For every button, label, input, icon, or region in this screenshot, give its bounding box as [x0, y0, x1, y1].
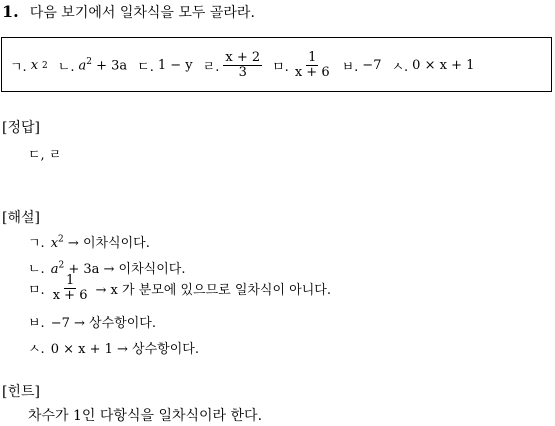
- question-text: 다음 보기에서 일차식을 모두 골라라.: [29, 5, 255, 21]
- explanation-text: 0 × x + 1 → 상수항이다.: [50, 342, 199, 357]
- choice-label: ㅅ.: [391, 60, 409, 75]
- choice-c: [137, 56, 192, 75]
- explanation-label: ㄴ.: [28, 262, 45, 277]
- choice-expr: a: [78, 58, 87, 74]
- explanation-exponent: 2: [58, 234, 64, 245]
- fraction-numerator: x + 2: [225, 49, 261, 65]
- fraction-denominator: x + 6: [294, 65, 330, 80]
- explanation-text: + 3a → 이차식이다.: [64, 262, 186, 277]
- choice-e: [272, 51, 331, 81]
- explanation-label: ㅅ.: [28, 342, 45, 357]
- choice-label: ㄱ.: [10, 60, 27, 75]
- answer-heading: [정답]: [2, 120, 40, 136]
- question: [2, 2, 255, 22]
- choice-label: ㅁ.: [272, 60, 289, 75]
- choice-label: ㄹ.: [202, 60, 220, 75]
- fraction: [293, 51, 332, 81]
- choice-expr: x: [30, 58, 39, 73]
- choice-a: [10, 56, 48, 75]
- choice-expr: 1 − y: [157, 58, 193, 73]
- explanation-text: → x 가 분모에 있으므로 일차식이 아니다.: [95, 283, 331, 299]
- fraction: [51, 274, 90, 304]
- explanation-label: ㅂ.: [28, 316, 45, 331]
- explanation-line-g: [28, 338, 199, 357]
- explanation-text: → 이차식이다.: [63, 236, 150, 251]
- explanation-line-e: [28, 274, 331, 304]
- choice-exponent: 2: [86, 57, 92, 68]
- choice-label: ㅂ.: [341, 60, 359, 75]
- choices-box: [1, 37, 552, 92]
- question-number: 1.: [2, 2, 19, 21]
- choice-label: ㄴ.: [57, 60, 75, 75]
- hint-heading: [힌트]: [2, 384, 40, 400]
- explanation-line-a: [28, 232, 150, 251]
- choice-rest: + 3a: [91, 58, 128, 74]
- fraction-denominator: 3: [238, 65, 247, 80]
- explanation-text: −7 → 상수항이다.: [50, 316, 156, 331]
- choice-d: [203, 51, 262, 81]
- fraction-numerator: 1: [308, 49, 317, 65]
- fraction-denominator: x + 6: [52, 288, 88, 304]
- fraction: [223, 51, 262, 81]
- choice-expr: −7: [362, 58, 382, 73]
- choice-expr: 0 × x + 1: [412, 58, 475, 73]
- choice-exponent: 2: [42, 60, 48, 71]
- fraction-numerator: 1: [65, 273, 75, 288]
- explanation-label: ㄱ.: [28, 236, 45, 251]
- hint-text: 차수가 1인 다항식을 일차식이라 한다.: [28, 408, 263, 424]
- explanation-expr: a: [50, 262, 59, 277]
- choice-b: [58, 56, 127, 75]
- explanation-heading: [해설]: [2, 210, 40, 226]
- choice-g: [391, 56, 474, 75]
- explanation-label: ㅁ.: [28, 283, 45, 299]
- choice-label: ㄷ.: [137, 60, 154, 75]
- answer-text: ㄷ, ㄹ: [28, 148, 62, 163]
- choice-f: [342, 56, 382, 75]
- explanation-line-f: [28, 312, 156, 331]
- explanation-expr: x: [50, 236, 59, 251]
- explanation-exponent: 2: [58, 260, 65, 271]
